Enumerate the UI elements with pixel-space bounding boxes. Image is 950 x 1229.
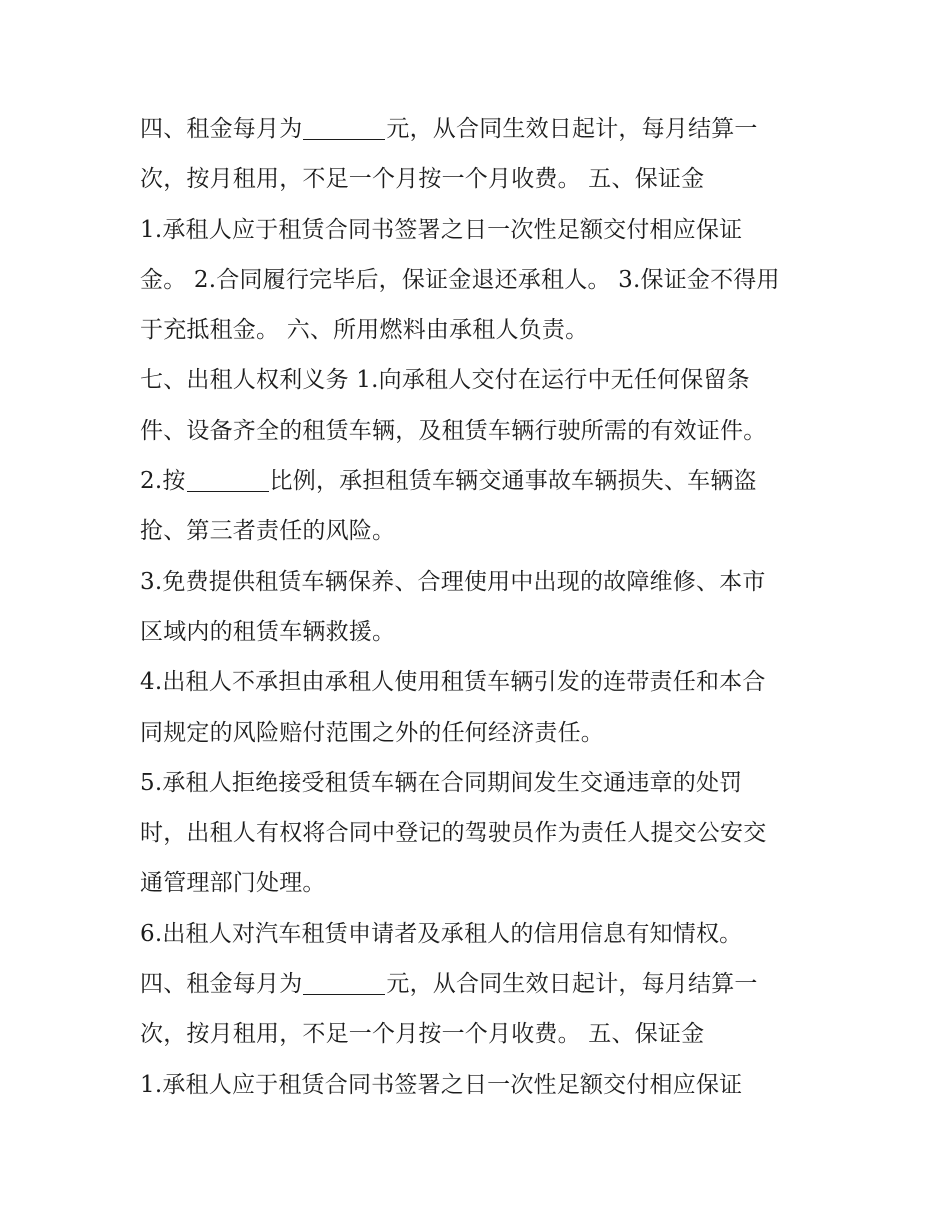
text-line-13: 同规定的风险赔付范围之外的任何经济责任。 — [140, 719, 604, 746]
contract-text — [140, 104, 830, 1110]
text-line-2: 次，按月租用，不足一个月按一个月收费。 五、保证金 — [140, 166, 705, 193]
text-after-blank: 元，从合同生效日起计，每月结算一 — [386, 116, 758, 142]
text-line-15: 时，出租人有权将合同中登记的驾驶员作为责任人提交公安交 — [140, 820, 767, 847]
fill-in-blank — [303, 971, 385, 995]
text-line-8 — [140, 456, 830, 506]
text-line-4: 金。 2.合同履行完毕后，保证金退还承租人。 3.保证金不得用 — [140, 266, 780, 293]
text-line-1 — [140, 104, 830, 154]
fill-in-blank — [303, 116, 385, 140]
text-line-19: 次，按月租用，不足一个月按一个月收费。 五、保证金 — [140, 1021, 705, 1048]
text-after-blank: 元，从合同生效日起计，每月结算一 — [386, 971, 758, 998]
text-line-11: 区域内的租赁车辆救援。 — [140, 618, 396, 645]
text-line-10: 3.免费提供租赁车辆保养、合理使用中出现的故障维修、本市 — [140, 568, 766, 595]
text-line-16: 通管理部门处理。 — [140, 870, 326, 897]
text-line-17: 6.出租人对汽车租赁申请者及承租人的信用信息有知情权。 — [140, 920, 743, 947]
text-line-20: 1.承租人应于租赁合同书签署之日一次性足额交付相应保证 — [140, 1071, 743, 1098]
text-line-6: 七、出租人权利义务 1.向承租人交付在运行中无任何保留条 — [140, 367, 750, 394]
text-before-blank: 四、租金每月为 — [140, 116, 303, 142]
text-line-7: 件、设备齐全的租赁车辆，及租赁车辆行驶所需的有效证件。 — [140, 417, 767, 444]
text-before-blank: 2.按 — [140, 468, 186, 495]
text-line-5: 于充抵租金。 六、所用燃料由承租人负责。 — [140, 317, 589, 344]
text-after-blank: 比例，承担租赁车辆交通事故车辆损失、车辆盗 — [269, 468, 757, 495]
fill-in-blank — [187, 468, 269, 492]
text-line-14: 5.承租人拒绝接受租赁车辆在合同期间发生交通违章的处罚 — [140, 769, 743, 796]
text-line-3: 1.承租人应于租赁合同书签署之日一次性足额交付相应保证 — [140, 216, 743, 243]
text-line-9: 抢、第三者责任的风险。 — [140, 518, 396, 545]
text-line-18 — [140, 959, 830, 1009]
text-line-12: 4.出租人不承担由承租人使用租赁车辆引发的连带责任和本合 — [140, 669, 766, 696]
text-before-blank: 四、租金每月为 — [140, 971, 303, 998]
